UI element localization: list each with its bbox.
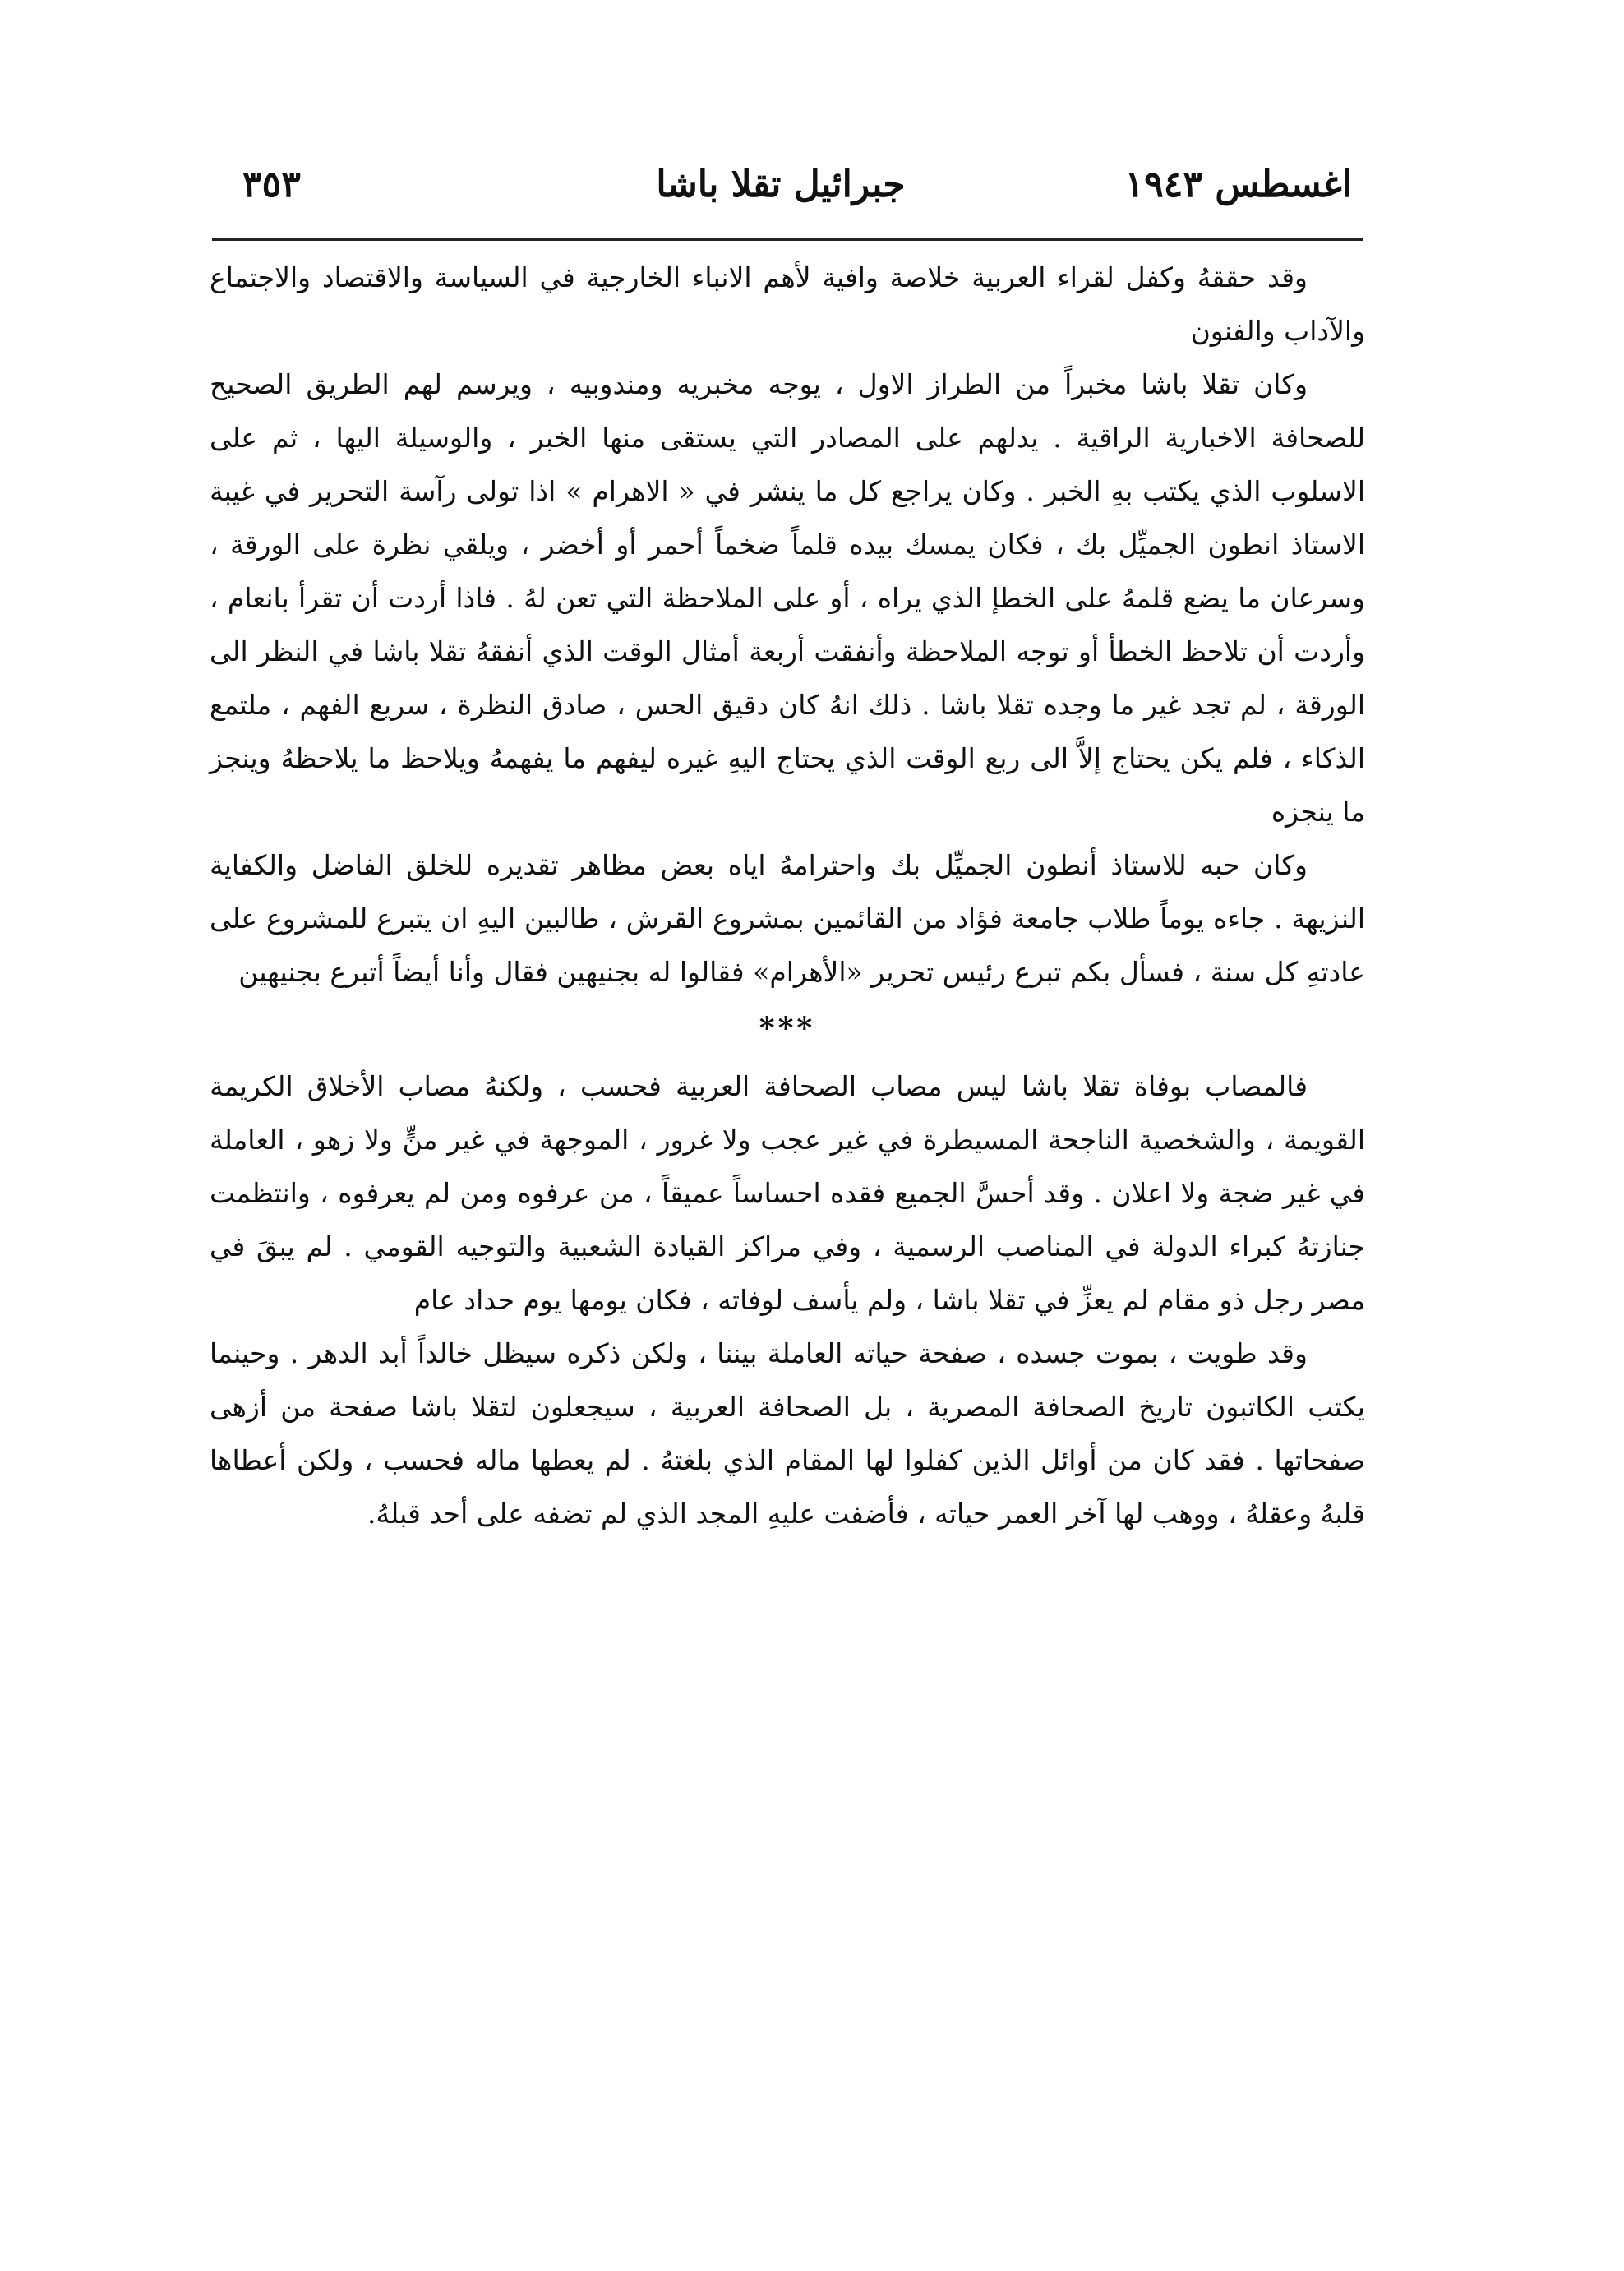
section-separator: ***: [759, 1011, 816, 1045]
header-title: جبرائيل تقلا باشا: [656, 164, 906, 205]
header-date: اغسطس ١٩٤٣: [1124, 164, 1352, 205]
running-head: [210, 160, 1352, 218]
body-text: [210, 251, 1365, 1540]
paragraph: وقد طويت ، بموت جسده ، صفحة حياته العاملة بيننا ، ولكن ذكره سيظل خالداً أبد الدهر . وحينما يكتب الكاتبون تاريخ الصحافة المصرية ، بل الصحافة العربية ، سيجعلون لتقلا باشا صفحة من أزهى صفحاتها . فقد كان من أوائل الذين كفلوا لها المقام الذي بلغتهُ . لم يعطها ماله فحسب ، ولكن أعطاها قلبهُ وعقلهُ ، ووهب لها آخر العمر حياته ، فأضفت عليهِ المجد الذي لم تضفه على أحد قبلهُ.: [210, 1337, 1365, 1530]
paragraph: وكان حبه للاستاذ أنطون الجميِّل بك واحترامهُ اياه بعض مظاهر تقديره للخلق الفاضل والكفاية النزيهة . جاءه يوماً طلاب جامعة فؤاد من القائمين بمشروع القرش ، طالبين اليهِ ان يتبرع للمشروع على عادتهِ كل سنة ، فسأل بكم تبرع رئيس تحرير «الأهرام» فقالوا له بجنيهين فقال وأنا أيضاً أتبرع بجنيهين: [210, 849, 1365, 988]
header-rule: [212, 238, 1363, 241]
paragraph: فالمصاب بوفاة تقلا باشا ليس مصاب الصحافة العربية فحسب ، ولكنهُ مصاب الأخلاق الكريمة القويمة ، والشخصية الناجحة المسيطرة في غير عجب ولا غرور ، الموجهة في غير منٍّ ولا زهو ، العاملة في غير ضجة ولا اعلان . وقد أحسَّ الجميع فقده احساساً عميقاً ، من عرفوه ومن لم يعرفوه ، وانتظمت جنازتهُ كبراء الدولة في المناصب الرسمية ، وفي مراكز القيادة الشعبية والتوجيه القومي . لم يبقَ في مصر رجل ذو مقام لم يعزِّ في تقلا باشا ، ولم يأسف لوفاته ، فكان يومها يوم حداد عام: [210, 1070, 1365, 1316]
paragraph: وقد حققهُ وكفل لقراء العربية خلاصة وافية لأهم الانباء الخارجية في السياسة والاقتصاد والاجتماع والآداب والفنون: [210, 261, 1365, 347]
page-number: ٣٥٣: [242, 164, 301, 205]
paragraph: وكان تقلا باشا مخبراً من الطراز الاول ، يوجه مخبريه ومندوبيه ، ويرسم لهم الطريق الصحيح للصحافة الاخبارية الراقية . يدلهم على المصادر التي يستقى منها الخبر ، والوسيلة اليها ، ثم على الاسلوب الذي يكتب بهِ الخبر . وكان يراجع كل ما ينشر في « الاهرام » اذا تولى رآسة التحرير في غيبة الاستاذ انطون الجميِّل بك ، فكان يمسك بيده قلماً ضخماً أحمر أو أخضر ، ويلقي نظرة على الورقة ، وسرعان ما يضع قلمهُ على الخطإ الذي يراه ، أو على الملاحظة التي تعن لهُ . فاذا أردت أن تقرأ بانعام ، وأردت أن تلاحظ الخطأ أو توجه الملاحظة وأنفقت أربعة أمثال الوقت الذي أنفقهُ تقلا باشا في النظر الى الورقة ، لم تجد غير ما وجده تقلا باشا . ذلك انهُ كان دقيق الحس ، صادق النظرة ، سريع الفهم ، ملتمع الذكاء ، فلم يكن يحتاج إلاَّ الى ربع الوقت الذي يحتاج اليهِ غيره ليفهم ما يفهمهُ ويلاحظ ما يلاحظهُ وينجز ما ينجزه: [210, 368, 1366, 828]
